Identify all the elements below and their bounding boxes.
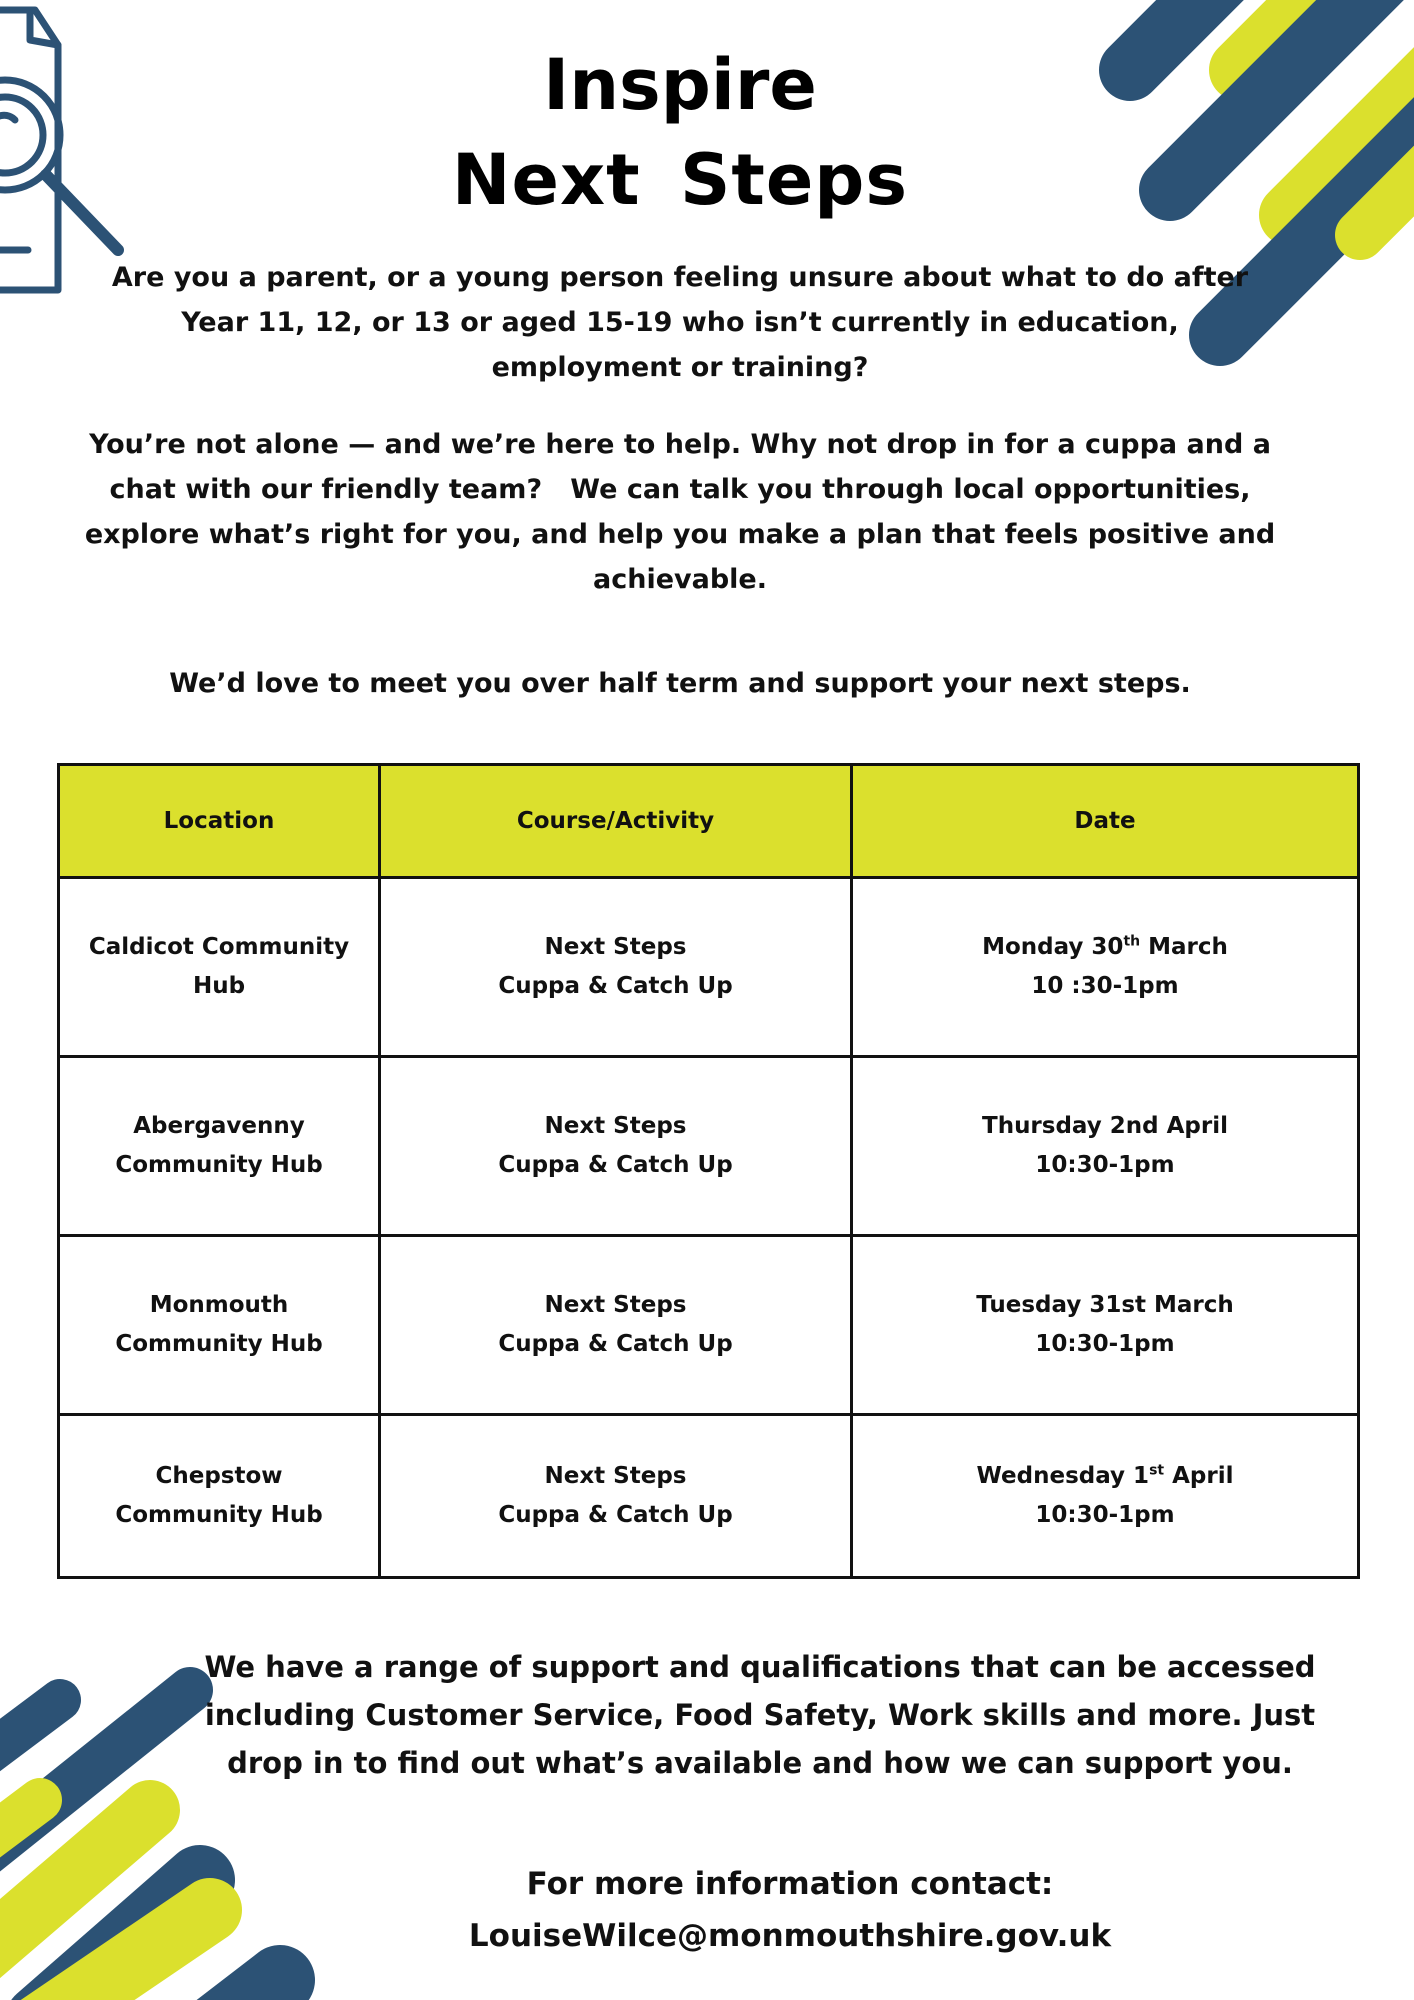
qualifications-line: including Customer Service, Food Safety, Work skills and more. Just xyxy=(204,1698,1316,1732)
activity-text: Cuppa & Catch Up xyxy=(498,1152,733,1178)
date-text: Tuesday 31st March xyxy=(976,1292,1234,1318)
activity-text: Next Steps xyxy=(544,1463,687,1489)
schedule-table xyxy=(57,763,1360,1579)
location-text: Hub xyxy=(192,973,246,999)
location-cell xyxy=(59,1057,380,1236)
activity-text: Cuppa & Catch Up xyxy=(498,1502,733,1528)
header-activity: Course/Activity xyxy=(380,765,852,878)
activity-text: Next Steps xyxy=(544,934,687,960)
date-cell xyxy=(852,878,1359,1057)
intro-paragraph xyxy=(100,255,1260,390)
location-text: Community Hub xyxy=(115,1152,323,1178)
time-text: 10:30-1pm xyxy=(1035,1331,1175,1357)
activity-text: Next Steps xyxy=(544,1113,687,1139)
time-text: 10 :30-1pm xyxy=(1031,973,1179,999)
date-text: Wednesday 1st April xyxy=(976,1462,1234,1489)
time-text: 10:30-1pm xyxy=(1035,1152,1175,1178)
location-text: Caldicot Community xyxy=(88,934,350,960)
date-cell xyxy=(852,1057,1359,1236)
activity-cell xyxy=(380,1057,852,1236)
date-text: Monday 30th March xyxy=(982,933,1228,960)
location-cell xyxy=(59,1415,380,1578)
page-title-line-1: Inspire xyxy=(543,44,817,126)
activity-text: Cuppa & Catch Up xyxy=(498,1331,733,1357)
contact-label: For more information contact: xyxy=(526,1866,1054,1902)
qualifications-paragraph xyxy=(195,1643,1325,1787)
intro-line: Are you a parent, or a young person feeling unsure about what to do after xyxy=(111,262,1249,293)
location-text: Abergavenny xyxy=(133,1113,305,1139)
date-cell xyxy=(852,1415,1359,1578)
location-text: Community Hub xyxy=(115,1331,323,1357)
activity-text: Cuppa & Catch Up xyxy=(498,973,733,999)
page-title-line-2: Next Steps xyxy=(451,139,909,221)
support-line: explore what’s right for you, and help you make a plan that feels positive and xyxy=(84,519,1276,550)
intro-line: employment or training? xyxy=(491,352,869,383)
support-line: chat with our friendly team? We can talk you through local opportunities, xyxy=(109,474,1251,505)
table-row xyxy=(59,1236,1359,1415)
location-text: Chepstow xyxy=(155,1463,283,1489)
activity-cell xyxy=(380,1415,852,1578)
meet-paragraph: We’d love to meet you over half term and support your next steps. xyxy=(169,668,1191,699)
activity-text: Next Steps xyxy=(544,1292,687,1318)
location-cell xyxy=(59,1236,380,1415)
activity-cell xyxy=(380,1236,852,1415)
activity-cell xyxy=(380,878,852,1057)
date-cell xyxy=(852,1236,1359,1415)
header-location: Location xyxy=(59,765,380,878)
qualifications-line: We have a range of support and qualifications that can be accessed xyxy=(204,1650,1316,1684)
support-line: achievable. xyxy=(593,564,767,595)
intro-line: Year 11, 12, or 13 or aged 15-19 who isn’t currently in education, xyxy=(181,307,1179,338)
header-date: Date xyxy=(852,765,1359,878)
time-text: 10:30-1pm xyxy=(1035,1502,1175,1528)
location-cell xyxy=(59,878,380,1057)
table-header-row xyxy=(59,765,1359,878)
table-row xyxy=(59,1057,1359,1236)
qualifications-line: drop in to find out what’s available and how we can support you. xyxy=(227,1746,1293,1780)
table-row xyxy=(59,1415,1359,1578)
contact-block xyxy=(390,1858,1190,1962)
location-text: Monmouth xyxy=(149,1292,289,1318)
support-line: You’re not alone — and we’re here to help. Why not drop in for a cuppa and a xyxy=(89,429,1271,460)
contact-email[interactable]: LouiseWilce@monmouthshire.gov.uk xyxy=(468,1918,1112,1954)
table-row xyxy=(59,878,1359,1057)
location-text: Community Hub xyxy=(115,1502,323,1528)
support-paragraph xyxy=(80,422,1280,602)
date-text: Thursday 2nd April xyxy=(982,1113,1228,1139)
